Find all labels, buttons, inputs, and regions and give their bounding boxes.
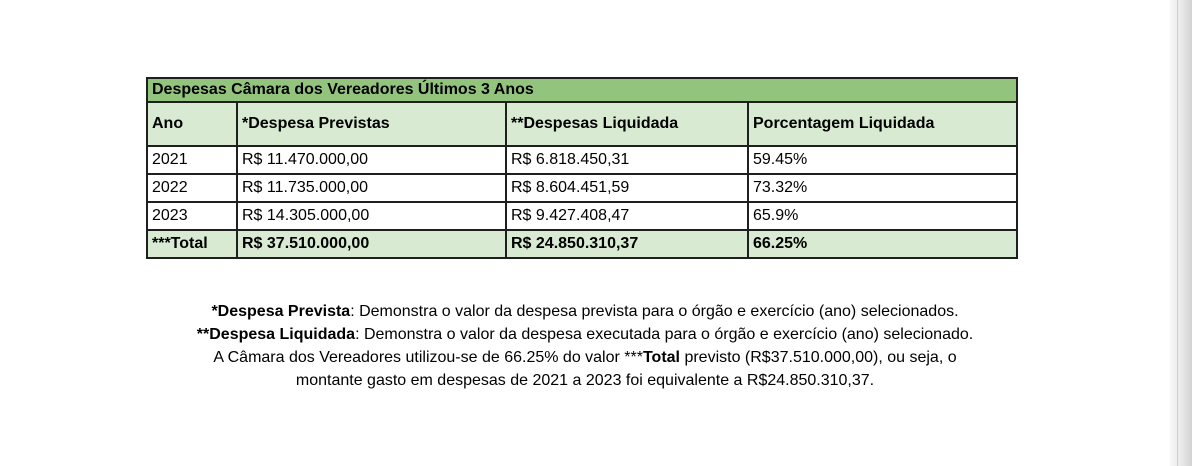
note-despesa-prevista: [150, 300, 1020, 323]
cell-ano: 2023: [147, 202, 237, 230]
cell-ano: 2022: [147, 174, 237, 202]
cell-porcentagem: 65.9%: [748, 202, 1017, 230]
header-despesa-prevista: *Despesa Previstas: [237, 102, 506, 146]
total-porcentagem: 66.25%: [748, 230, 1017, 258]
header-ano: Ano: [147, 102, 237, 146]
page-edge-line: [1177, 0, 1178, 466]
table-title-row: [147, 78, 1017, 102]
note-text-prevista: : Demonstra o valor da despesa prevista para o órgão e exercício (ano) selecionados.: [350, 303, 959, 320]
table-header-row: [147, 102, 1017, 146]
expenses-table: [146, 77, 1018, 259]
total-liquidada: R$ 24.850.310,37: [506, 230, 748, 258]
cell-liquidada: R$ 6.818.450,31: [506, 146, 748, 174]
page-edge-shadow: [1170, 0, 1192, 466]
note-term-prevista: *Despesa Prevista: [211, 303, 351, 320]
table-title: Despesas Câmara dos Vereadores Últimos 3 Anos: [147, 78, 1017, 102]
header-despesa-liquidada: **Despesas Liquidada: [506, 102, 748, 146]
footnotes: [150, 300, 1020, 392]
header-porcentagem: Porcentagem Liquidada: [748, 102, 1017, 146]
cell-prevista: R$ 11.470.000,00: [237, 146, 506, 174]
note-summary-post: previsto (R$37.510.000,00), ou seja, o: [680, 349, 957, 366]
total-label: ***Total: [147, 230, 237, 258]
cell-prevista: R$ 11.735.000,00: [237, 174, 506, 202]
cell-liquidada: R$ 8.604.451,59: [506, 174, 748, 202]
cell-ano: 2021: [147, 146, 237, 174]
table-row: [147, 202, 1017, 230]
note-summary-cont: montante gasto em despesas de 2021 a 2023 foi equivalente a R$24.850.310,37.: [295, 372, 875, 389]
note-summary: [150, 346, 1020, 369]
table-row: [147, 174, 1017, 202]
cell-liquidada: R$ 9.427.408,47: [506, 202, 748, 230]
note-text-liquidada: : Demonstra o valor da despesa executada para o órgão e exercício (ano) selecionado.: [355, 326, 974, 343]
cell-porcentagem: 73.32%: [748, 174, 1017, 202]
table-row: [147, 146, 1017, 174]
table-total-row: [147, 230, 1017, 258]
note-term-liquidada: **Despesa Liquidada: [196, 326, 356, 343]
note-summary-pre: A Câmara dos Vereadores utilizou-se de 66.25% do valor ***: [213, 349, 643, 366]
note-summary-total: Total: [642, 349, 680, 366]
cell-porcentagem: 59.45%: [748, 146, 1017, 174]
cell-prevista: R$ 14.305.000,00: [237, 202, 506, 230]
note-despesa-liquidada: [150, 323, 1020, 346]
total-prevista: R$ 37.510.000,00: [237, 230, 506, 258]
